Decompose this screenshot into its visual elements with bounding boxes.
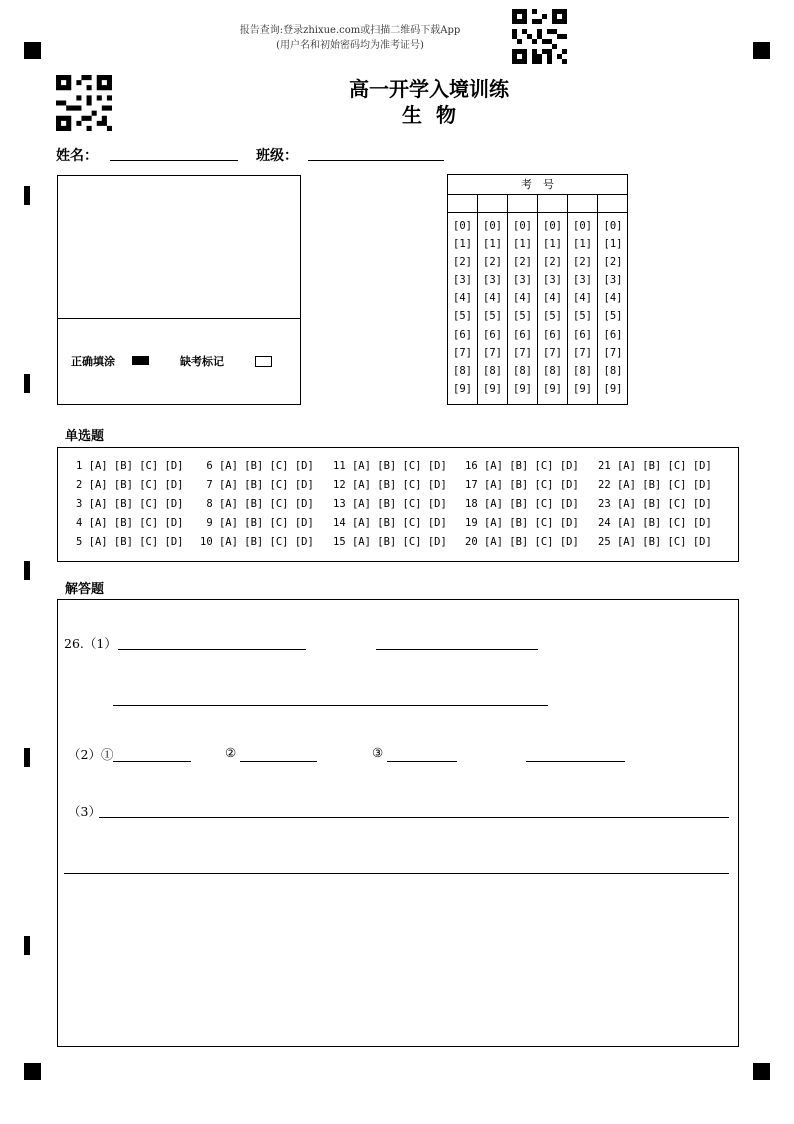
answer-box xyxy=(57,599,739,1047)
single-choice-question[interactable]: 15 [A] [B] [C] [D] xyxy=(333,536,447,548)
single-choice-question[interactable]: 19 [A] [B] [C] [D] xyxy=(465,517,579,529)
exam-number-bubble[interactable]: [0] xyxy=(453,220,472,232)
exam-number-bubble[interactable]: [1] xyxy=(513,238,532,251)
exam-number-bubble[interactable]: [9] xyxy=(543,382,562,395)
q26-2-blank-1[interactable] xyxy=(113,761,191,762)
single-choice-question[interactable]: 18 [A] [B] [C] [D] xyxy=(465,498,579,510)
exam-number-bubble[interactable]: [4] xyxy=(573,292,592,305)
report-query-line1: 报告查询:登录zhixue.com或扫描二维码下载App xyxy=(239,25,461,36)
exam-number-write-box[interactable] xyxy=(508,195,538,213)
qr-code-icon xyxy=(512,9,567,64)
single-choice-question[interactable]: 23 [A] [B] [C] [D] xyxy=(598,498,712,510)
q26-1-blank-2[interactable] xyxy=(376,649,538,650)
single-choice-question[interactable]: 12 [A] [B] [C] [D] xyxy=(333,479,447,491)
timing-mark xyxy=(24,374,30,393)
exam-number-bubbles xyxy=(448,213,627,404)
q26-2-blank-4[interactable] xyxy=(526,761,625,762)
single-choice-question[interactable]: 5 [A] [B] [C] [D] xyxy=(76,536,184,548)
exam-number-bubble[interactable]: [0] xyxy=(513,220,532,232)
timing-mark xyxy=(24,748,30,767)
q26-2-blank-2[interactable] xyxy=(240,761,317,762)
exam-number-bubble[interactable]: [7] xyxy=(573,346,592,359)
exam-number-bubble[interactable]: [7] xyxy=(543,346,562,359)
exam-number-bubble[interactable]: [6] xyxy=(483,328,502,341)
single-choice-box xyxy=(57,447,739,562)
exam-number-bubble[interactable]: [6] xyxy=(603,328,623,341)
exam-number-bubble[interactable]: [4] xyxy=(483,292,502,305)
exam-number-bubble[interactable]: [9] xyxy=(513,382,532,395)
exam-number-bubble[interactable]: [5] xyxy=(453,310,472,323)
single-choice-question[interactable]: 4 [A] [B] [C] [D] xyxy=(76,517,184,529)
exam-number-bubble[interactable]: [1] xyxy=(573,238,592,251)
exam-number-bubble[interactable]: [2] xyxy=(543,256,562,269)
single-choice-question[interactable]: 11 [A] [B] [C] [D] xyxy=(333,460,447,472)
exam-number-bubble[interactable]: [0] xyxy=(543,220,562,232)
exam-number-bubble[interactable]: [8] xyxy=(543,364,562,377)
single-choice-group xyxy=(76,457,183,552)
exam-number-bubble[interactable]: [9] xyxy=(573,382,592,395)
corner-mark-top-left xyxy=(24,42,41,59)
exam-number-bubble[interactable]: [6] xyxy=(453,328,472,341)
exam-number-column xyxy=(538,213,568,404)
exam-number-bubble[interactable]: [5] xyxy=(483,310,502,323)
single-choice-question[interactable]: 3 [A] [B] [C] [D] xyxy=(76,498,184,510)
class-field[interactable] xyxy=(308,160,444,161)
exam-number-bubble[interactable]: [5] xyxy=(543,310,562,323)
exam-number-bubble[interactable]: [1] xyxy=(483,238,502,251)
exam-number-bubble[interactable]: [4] xyxy=(513,292,532,305)
exam-number-bubble[interactable]: [3] xyxy=(573,274,592,287)
exam-number-bubble[interactable]: [5] xyxy=(603,310,623,323)
q26-part1-label: 26.（1） xyxy=(64,636,117,651)
exam-number-bubble[interactable]: [3] xyxy=(513,274,532,287)
exam-number-column xyxy=(508,213,538,404)
single-choice-question[interactable]: 22 [A] [B] [C] [D] xyxy=(598,479,712,491)
exam-number-bubble[interactable]: [8] xyxy=(513,364,532,377)
exam-number-bubble[interactable]: [1] xyxy=(603,238,623,251)
exam-number-bubble[interactable]: [2] xyxy=(453,256,472,269)
exam-number-grid xyxy=(447,174,628,405)
exam-number-bubble[interactable]: [7] xyxy=(483,346,502,359)
class-label: 班级： xyxy=(256,148,298,164)
exam-title: 高一开学入境训练 xyxy=(349,77,509,101)
timing-mark xyxy=(24,936,30,955)
exam-number-bubble[interactable]: [3] xyxy=(483,274,502,287)
exam-number-bubble[interactable]: [3] xyxy=(453,274,472,287)
exam-number-bubble[interactable]: [8] xyxy=(483,364,502,377)
q26-2-blank-3[interactable] xyxy=(387,761,457,762)
exam-number-bubble[interactable]: [0] xyxy=(573,220,592,232)
exam-number-bubble[interactable]: [6] xyxy=(513,328,532,341)
exam-number-column xyxy=(568,213,598,404)
report-query-note xyxy=(190,23,510,53)
absent-mark-checkbox[interactable] xyxy=(255,356,272,367)
exam-number-write-box[interactable] xyxy=(598,195,628,213)
single-choice-group xyxy=(598,457,712,552)
exam-number-bubble[interactable]: [1] xyxy=(543,238,562,251)
single-choice-question[interactable]: 8 [A] [B] [C] [D] xyxy=(206,498,314,510)
exam-number-header: 考 号 xyxy=(448,175,627,195)
single-choice-group xyxy=(200,457,314,552)
exam-number-column xyxy=(448,213,478,404)
single-choice-question[interactable]: 6 [A] [B] [C] [D] xyxy=(206,460,314,472)
exam-number-write-row xyxy=(448,195,627,213)
corner-mark-bottom-right xyxy=(753,1063,770,1080)
exam-number-bubble[interactable]: [3] xyxy=(543,274,562,287)
single-choice-question[interactable]: 13 [A] [B] [C] [D] xyxy=(333,498,447,510)
single-choice-question[interactable]: 17 [A] [B] [C] [D] xyxy=(465,479,579,491)
absent-mark-label: 缺考标记 xyxy=(180,355,224,368)
exam-number-bubble[interactable]: [4] xyxy=(543,292,562,305)
single-choice-question[interactable]: 20 [A] [B] [C] [D] xyxy=(465,536,579,548)
exam-number-bubble[interactable]: [9] xyxy=(453,382,472,395)
exam-number-bubble[interactable]: [7] xyxy=(603,346,623,359)
exam-number-bubble[interactable]: [1] xyxy=(453,238,472,251)
exam-number-bubble[interactable]: [9] xyxy=(603,382,623,395)
single-choice-question[interactable]: 16 [A] [B] [C] [D] xyxy=(465,460,579,472)
exam-number-bubble[interactable]: [6] xyxy=(573,328,592,341)
single-choice-group xyxy=(333,457,447,552)
q26-1-blank-3[interactable] xyxy=(113,705,548,706)
single-choice-question[interactable]: 25 [A] [B] [C] [D] xyxy=(598,536,712,548)
single-choice-question[interactable]: 10 [A] [B] [C] [D] xyxy=(200,536,314,548)
exam-number-bubble[interactable]: [5] xyxy=(513,310,532,323)
qr-code-icon xyxy=(56,75,112,131)
q26-part3-label: （3） xyxy=(68,804,101,819)
exam-number-bubble[interactable]: [8] xyxy=(603,364,623,377)
single-choice-question[interactable]: 9 [A] [B] [C] [D] xyxy=(206,517,314,529)
exam-number-bubble[interactable]: [9] xyxy=(483,382,502,395)
corner-mark-bottom-left xyxy=(24,1063,41,1080)
exam-number-bubble[interactable]: [0] xyxy=(483,220,502,232)
q26-1-blank-1[interactable] xyxy=(118,649,306,650)
single-choice-label: 单选题 xyxy=(65,429,105,444)
exam-number-bubble[interactable]: [4] xyxy=(453,292,472,305)
exam-number-bubble[interactable]: [4] xyxy=(603,292,623,305)
exam-number-bubble[interactable]: [8] xyxy=(453,364,472,377)
q26-2-circle2: ② xyxy=(225,745,237,760)
exam-number-column xyxy=(598,213,628,404)
exam-number-bubble[interactable]: [2] xyxy=(513,256,532,269)
exam-number-bubble[interactable]: [0] xyxy=(603,220,623,232)
single-choice-question[interactable]: 14 [A] [B] [C] [D] xyxy=(333,517,447,529)
name-field[interactable] xyxy=(110,160,238,161)
answer-section-label: 解答题 xyxy=(65,582,105,597)
timing-mark xyxy=(24,561,30,580)
exam-number-bubble[interactable]: [6] xyxy=(543,328,562,341)
exam-number-bubble[interactable]: [2] xyxy=(483,256,502,269)
exam-number-write-box[interactable] xyxy=(448,195,478,213)
q26-3-blank-2[interactable] xyxy=(64,873,729,874)
exam-number-column xyxy=(478,213,508,404)
single-choice-question[interactable]: 21 [A] [B] [C] [D] xyxy=(598,460,712,472)
report-query-line2: (用户名和初始密码均为准考证号) xyxy=(276,40,424,51)
q26-3-blank-1[interactable] xyxy=(99,817,729,818)
barcode-divider xyxy=(58,318,300,319)
exam-number-bubble[interactable]: [7] xyxy=(513,346,532,359)
single-choice-question[interactable]: 1 [A] [B] [C] [D] xyxy=(76,460,184,472)
exam-number-bubble[interactable]: [7] xyxy=(453,346,472,359)
q26-part2-label: （2）① xyxy=(68,747,114,762)
single-choice-question[interactable]: 24 [A] [B] [C] [D] xyxy=(598,517,712,529)
exam-number-write-box[interactable] xyxy=(568,195,598,213)
exam-number-bubble[interactable]: [5] xyxy=(573,310,592,323)
exam-number-write-box[interactable] xyxy=(538,195,568,213)
name-label: 姓名： xyxy=(56,148,98,164)
correct-fill-swatch xyxy=(132,356,149,365)
exam-number-write-box[interactable] xyxy=(478,195,508,213)
single-choice-question[interactable]: 2 [A] [B] [C] [D] xyxy=(76,479,184,491)
timing-mark xyxy=(24,186,30,205)
corner-mark-top-right xyxy=(753,42,770,59)
correct-fill-label: 正确填涂 xyxy=(71,355,115,368)
exam-number-bubble[interactable]: [3] xyxy=(603,274,623,287)
q26-2-circle3: ③ xyxy=(372,745,384,760)
single-choice-group xyxy=(465,457,579,552)
exam-number-bubble[interactable]: [2] xyxy=(573,256,592,269)
exam-number-bubble[interactable]: [2] xyxy=(603,256,623,269)
barcode-area xyxy=(57,175,301,405)
single-choice-question[interactable]: 7 [A] [B] [C] [D] xyxy=(206,479,314,491)
exam-number-bubble[interactable]: [8] xyxy=(573,364,592,377)
exam-subject: 生物 xyxy=(402,103,470,127)
